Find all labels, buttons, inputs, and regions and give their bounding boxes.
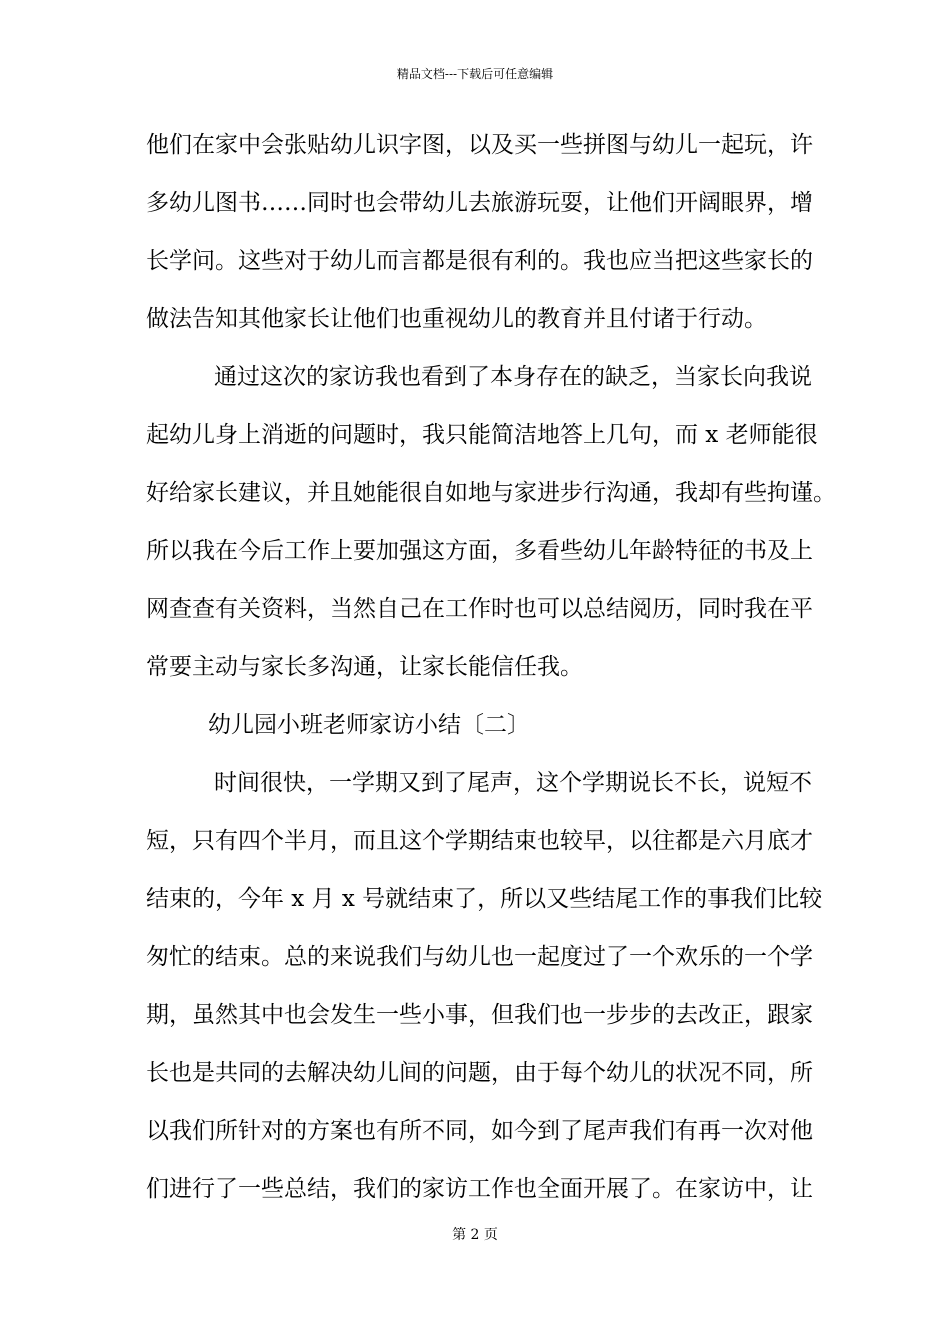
page-header: 精品文档---下载后可任意编辑 <box>396 67 554 81</box>
body-line: 网查查有关资料，当然自己在工作时也可以总结阅历，同时我在平 <box>146 596 813 622</box>
body-line: 常要主动与家长多沟通，让家长能信任我。 <box>146 654 583 680</box>
body-line: 匆忙的结束。总的来说我们与幼儿也一起度过了一个欢乐的一个学 <box>146 944 813 970</box>
body-line: 短，只有四个半月，而且这个学期结束也较早，以往都是六月底才 <box>146 828 813 854</box>
body-line: 长学问。这些对于幼儿而言都是很有利的。我也应当把这些家长的 <box>146 248 813 274</box>
body-line: 长也是共同的去解决幼儿间的问题，由于每个幼儿的状况不同，所 <box>146 1060 813 1086</box>
paragraph-first-line: 通过这次的家访我也看到了本身存在的缺乏，当家长向我说 <box>214 364 812 390</box>
page-number: 第 2 页 <box>452 1227 498 1243</box>
body-line: 做法告知其他家长让他们也重视幼儿的教育并且付诸于行动。 <box>146 306 767 332</box>
body-line: 他们在家中会张贴幼儿识字图，以及买一些拼图与幼儿一起玩，许 <box>146 132 813 158</box>
body-line: 们进行了一些总结，我们的家访工作也全面开展了。在家访中，让 <box>146 1176 813 1202</box>
paragraph-first-line: 时间很快，一学期又到了尾声，这个学期说长不长，说短不 <box>214 770 812 796</box>
body-line: 好给家长建议，并且她能很自如地与家进步行沟通，我却有些拘谨。 <box>146 480 836 506</box>
section-heading: 幼儿园小班老师家访小结〔二〕 <box>208 712 530 738</box>
body-line: 多幼儿图书……同时也会带幼儿去旅游玩耍，让他们开阔眼界，增 <box>146 190 813 216</box>
body-line: 结束的，今年 x 月 x 号就结束了，所以又些结尾工作的事我们比较 <box>146 886 823 912</box>
body-line: 所以我在今后工作上要加强这方面，多看些幼儿年龄特征的书及上 <box>146 538 813 564</box>
body-line: 期，虽然其中也会发生一些小事，但我们也一步步的去改正，跟家 <box>146 1002 813 1028</box>
body-line: 以我们所针对的方案也有所不同，如今到了尾声我们有再一次对他 <box>146 1118 813 1144</box>
body-line: 起幼儿身上消逝的问题时，我只能简洁地答上几句，而 x 老师能很 <box>146 422 818 448</box>
